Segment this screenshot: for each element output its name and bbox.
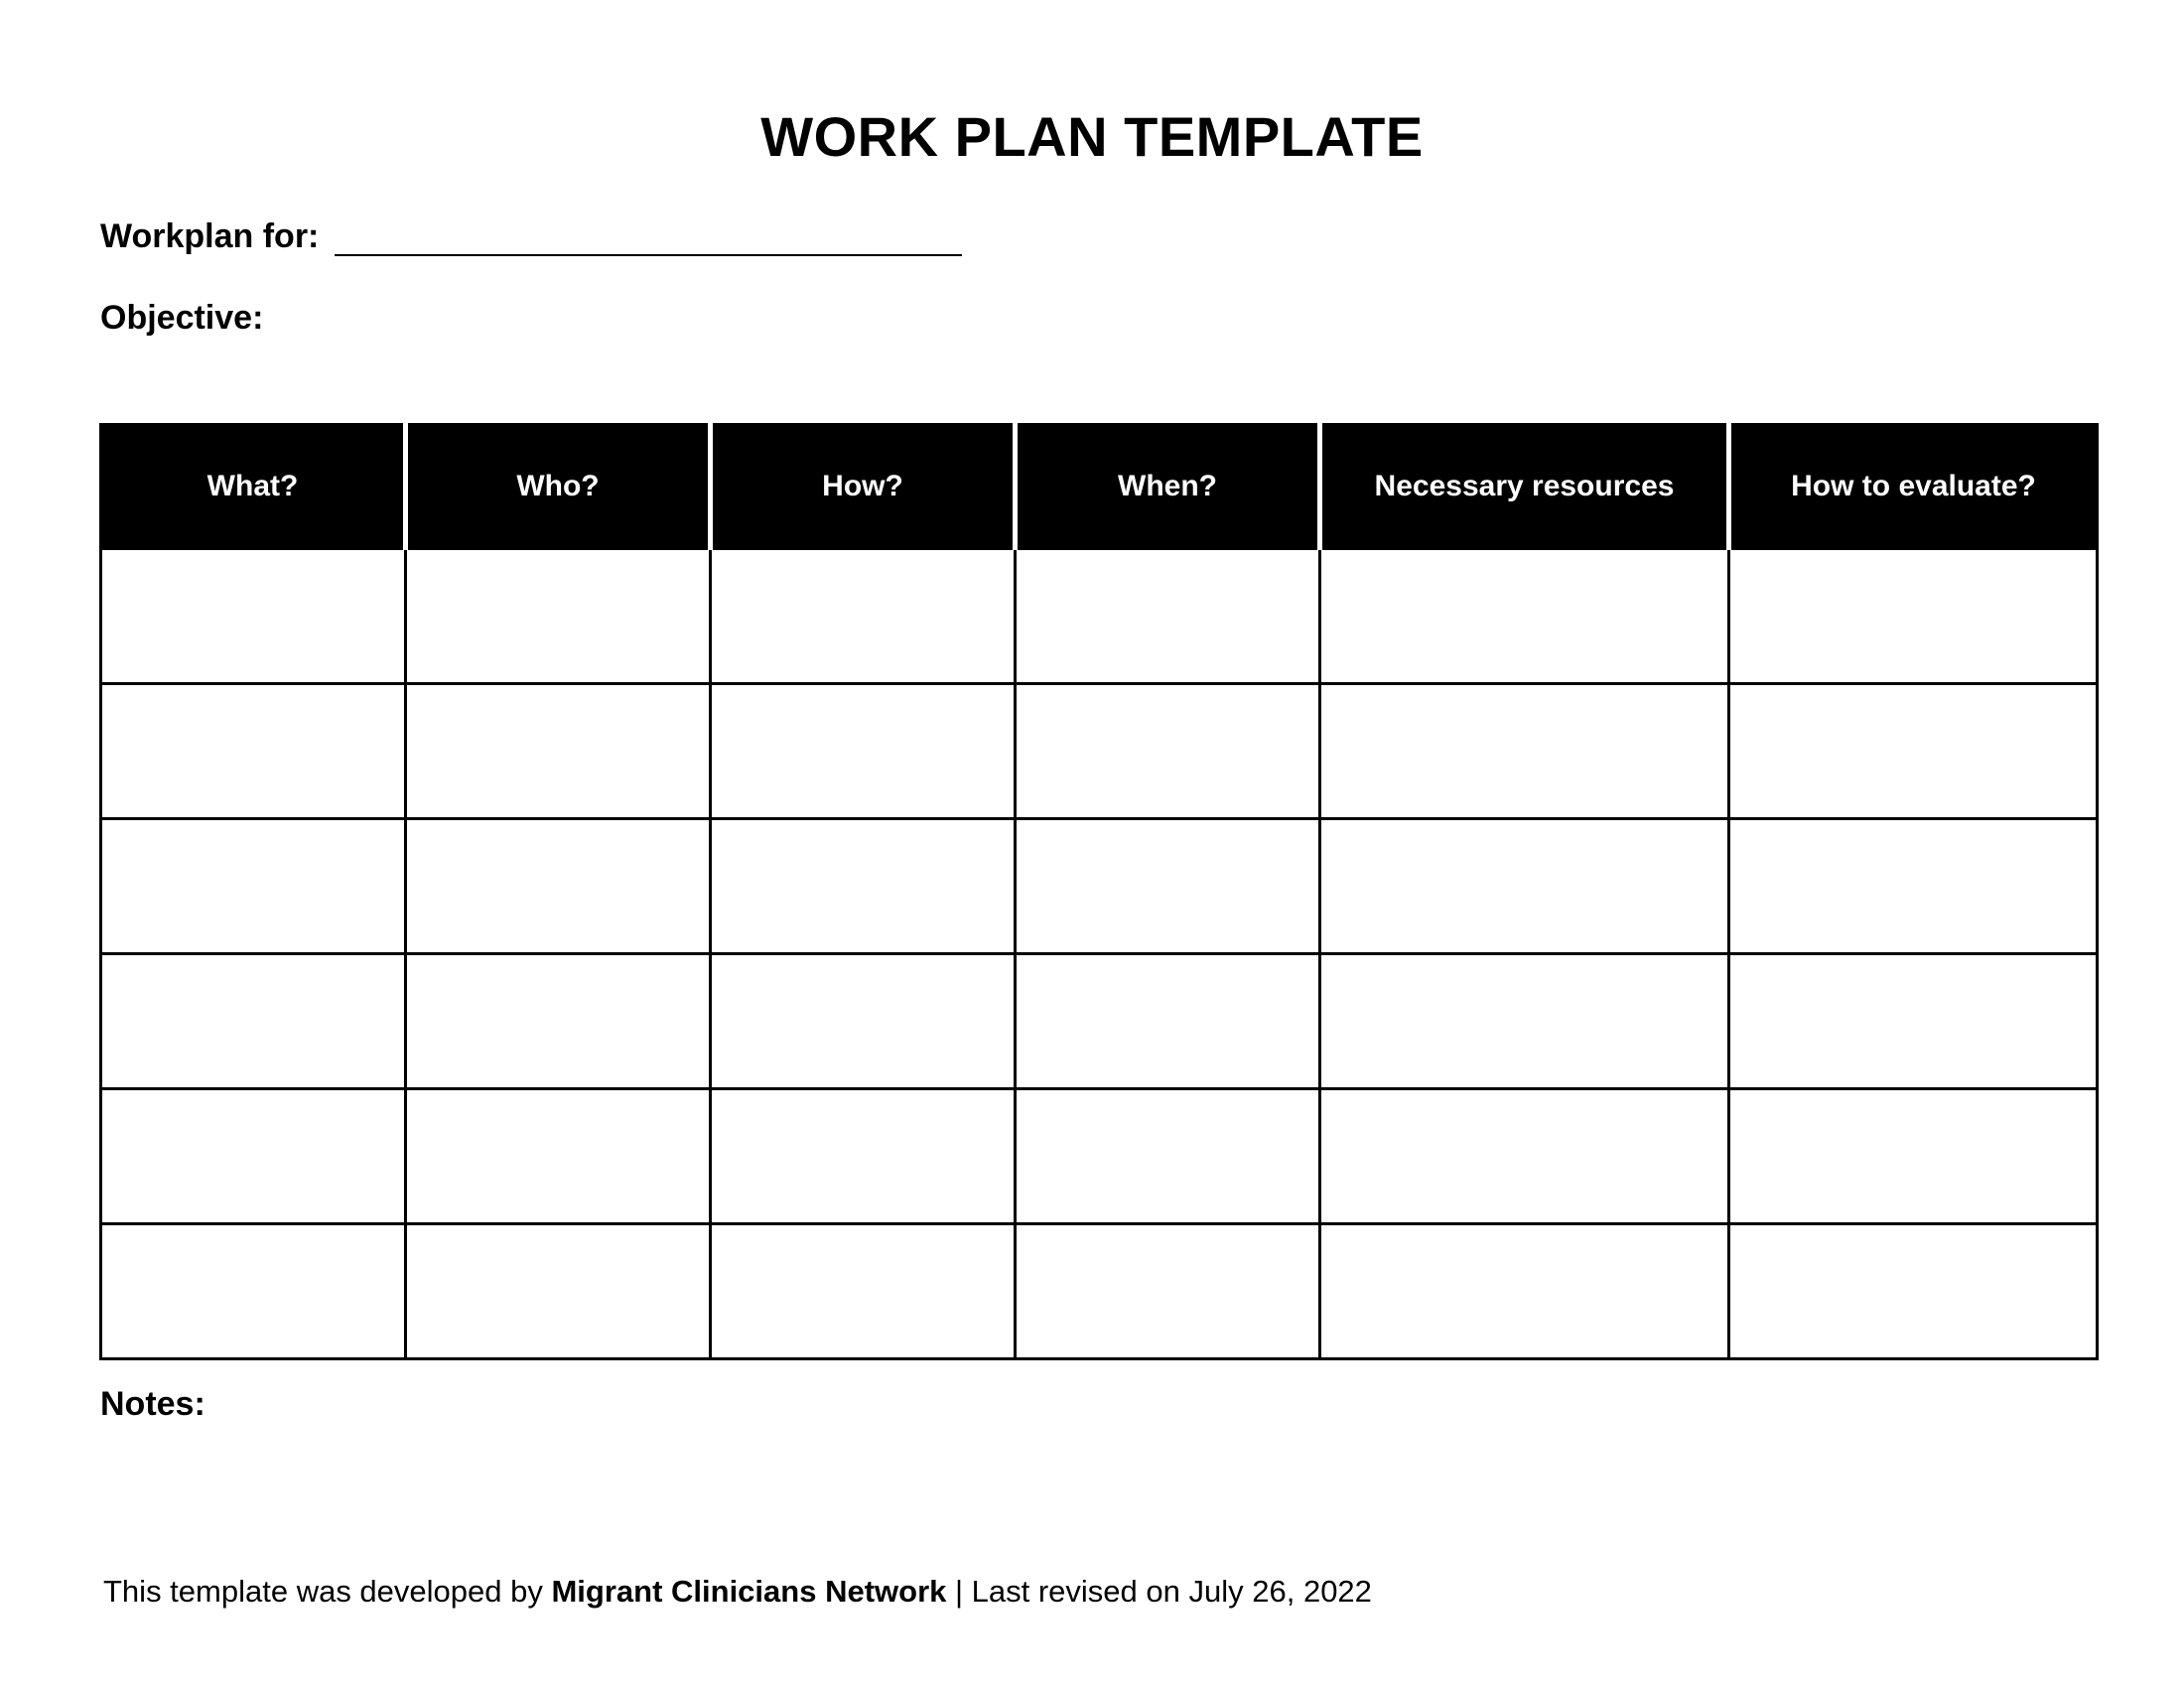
- objective-label: Objective:: [100, 299, 264, 337]
- notes-label: Notes:: [100, 1385, 205, 1423]
- table-cell[interactable]: [406, 819, 711, 954]
- table-cell[interactable]: [1320, 819, 1729, 954]
- table-cell[interactable]: [1320, 1089, 1729, 1224]
- table-row: [101, 819, 2098, 954]
- table-cell[interactable]: [1016, 549, 1320, 684]
- column-header-necessary-resources: Necessary resources: [1320, 425, 1729, 549]
- table-cell[interactable]: [1729, 954, 2098, 1089]
- table-cell[interactable]: [101, 819, 406, 954]
- table-cell[interactable]: [711, 954, 1016, 1089]
- table-cell[interactable]: [711, 684, 1016, 819]
- table-cell[interactable]: [711, 549, 1016, 684]
- table-cell[interactable]: [711, 819, 1016, 954]
- table-cell[interactable]: [101, 954, 406, 1089]
- column-header-when: When?: [1016, 425, 1320, 549]
- table-cell[interactable]: [1016, 954, 1320, 1089]
- table-cell[interactable]: [406, 549, 711, 684]
- table-row: [101, 954, 2098, 1089]
- table-cell[interactable]: [711, 1089, 1016, 1224]
- table-cell[interactable]: [1320, 1224, 1729, 1359]
- work-plan-table: [99, 423, 2099, 1360]
- column-header-how-to-evaluate: How to evaluate?: [1729, 425, 2098, 549]
- table-cell[interactable]: [1016, 1224, 1320, 1359]
- footer-credit: [103, 1572, 1372, 1612]
- table-header-row: [101, 425, 2098, 549]
- table-cell[interactable]: [1729, 819, 2098, 954]
- footer-prefix: This template was developed by: [103, 1574, 552, 1609]
- table-cell[interactable]: [1320, 684, 1729, 819]
- table-cell[interactable]: [1729, 684, 2098, 819]
- table-cell[interactable]: [101, 1224, 406, 1359]
- table-row: [101, 1224, 2098, 1359]
- table-cell[interactable]: [1016, 1089, 1320, 1224]
- table-row: [101, 549, 2098, 684]
- table-cell[interactable]: [1320, 954, 1729, 1089]
- table-cell[interactable]: [1729, 1089, 2098, 1224]
- table-cell[interactable]: [711, 1224, 1016, 1359]
- table-cell[interactable]: [1729, 549, 2098, 684]
- workplan-for-row: [100, 214, 962, 258]
- table-cell[interactable]: [101, 1089, 406, 1224]
- table-cell[interactable]: [406, 1224, 711, 1359]
- table-cell[interactable]: [1016, 819, 1320, 954]
- table-cell[interactable]: [1320, 549, 1729, 684]
- table-row: [101, 1089, 2098, 1224]
- table-cell[interactable]: [1016, 684, 1320, 819]
- column-header-who: Who?: [406, 425, 711, 549]
- table-cell[interactable]: [1729, 1224, 2098, 1359]
- table-cell[interactable]: [101, 684, 406, 819]
- workplan-for-blank-line[interactable]: [335, 254, 962, 256]
- column-header-what: What?: [101, 425, 406, 549]
- footer-organization: Migrant Clinicians Network: [551, 1574, 947, 1609]
- table-cell[interactable]: [406, 684, 711, 819]
- column-header-how: How?: [711, 425, 1016, 549]
- table-cell[interactable]: [406, 1089, 711, 1224]
- page-title: WORK PLAN TEMPLATE: [760, 105, 1424, 168]
- table-cell[interactable]: [406, 954, 711, 1089]
- table-cell[interactable]: [101, 549, 406, 684]
- workplan-for-label: Workplan for:: [100, 217, 320, 255]
- footer-revision: | Last revised on July 26, 2022: [946, 1574, 1372, 1609]
- table-row: [101, 684, 2098, 819]
